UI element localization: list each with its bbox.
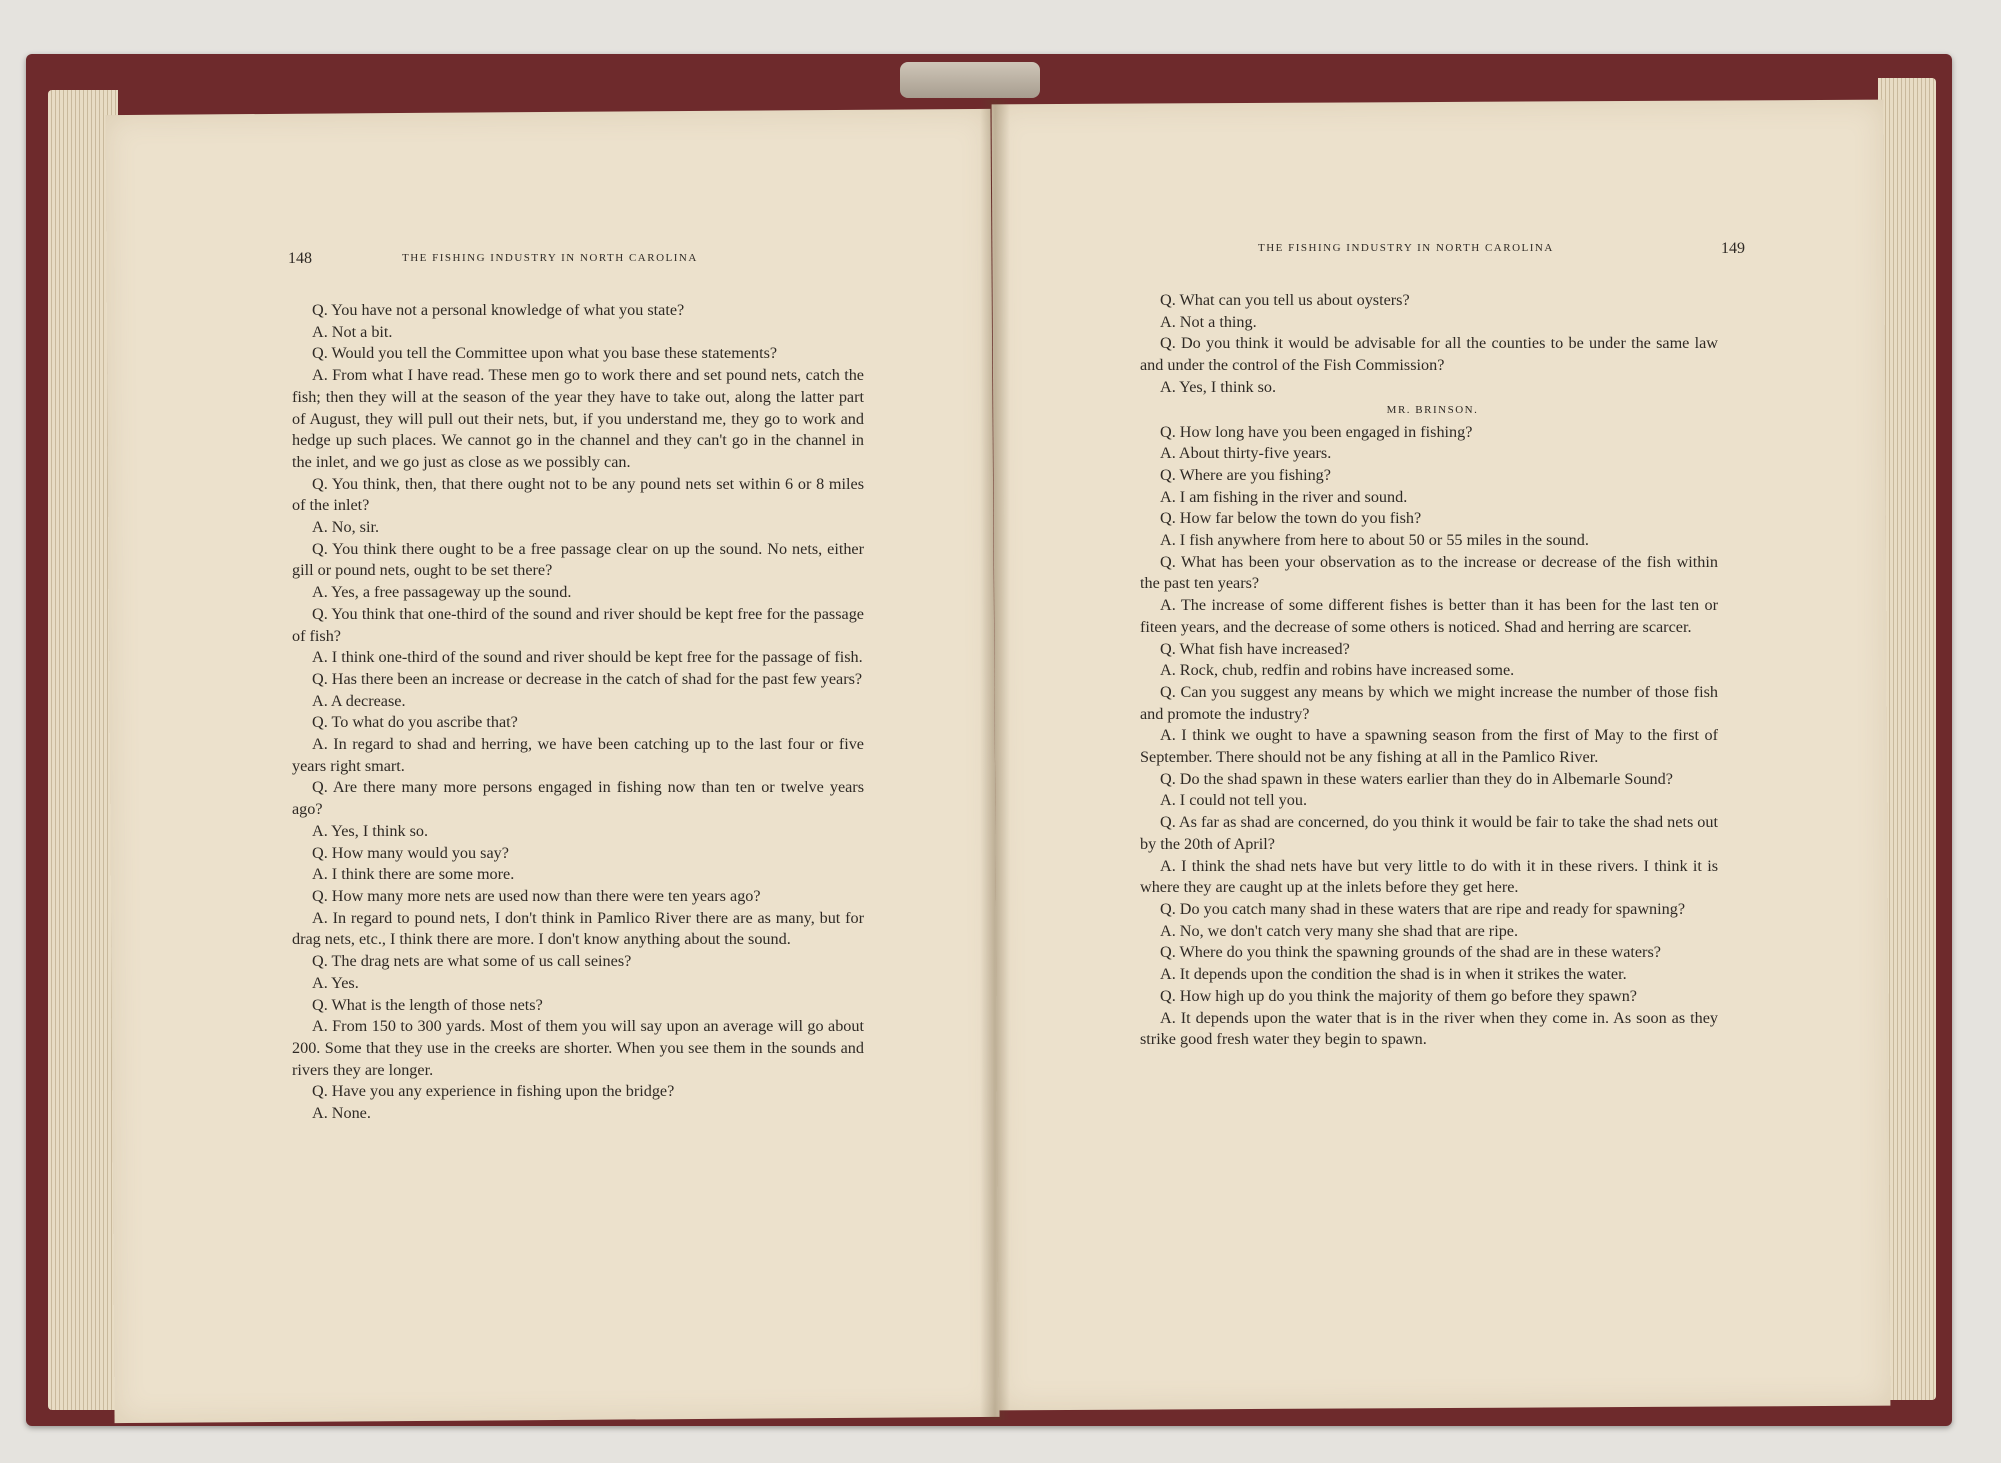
page-gutter: [980, 100, 1010, 1420]
qa-paragraph: A. It depends upon the condition the shad is in when it strikes the water.: [1160, 965, 1627, 984]
qa-paragraph: Q. How long have you been engaged in fishing?: [1160, 422, 1473, 441]
qa-paragraph: Q. Are there many more persons engaged in fishing now than ten or twelve years ago?: [292, 778, 864, 819]
qa-paragraph: Q. Would you tell the Committee upon what you base these statements?: [312, 344, 778, 363]
qa-paragraph: A. Yes.: [312, 973, 359, 992]
qa-paragraph: A. A decrease.: [312, 691, 406, 710]
qa-paragraph: A. No, sir.: [312, 518, 380, 537]
qa-paragraph: Q. How many more nets are used now than there were ten years ago?: [312, 886, 761, 905]
page-number: 148: [288, 250, 312, 267]
qa-paragraph: Q. You think, then, that there ought not to be any pound nets set within 6 or 8 miles of the inlet?: [292, 474, 864, 515]
running-head: THE FISHING INDUSTRY IN NORTH CAROLINA: [1258, 242, 1554, 254]
qa-paragraph: A. I think we ought to have a spawning season from the first of May to the first of September. There should not be any fishing at all in the Pamlico River.: [1140, 726, 1718, 767]
qa-paragraph: Q. How many would you say?: [312, 843, 509, 862]
book-spine: [900, 62, 1040, 98]
running-head: THE FISHING INDUSTRY IN NORTH CAROLINA: [402, 252, 698, 264]
qa-paragraph: A. I fish anywhere from here to about 50 or 55 miles in the sound.: [1160, 531, 1589, 550]
qa-paragraph: Q. Have you any experience in fishing upon the bridge?: [312, 1082, 675, 1101]
qa-paragraph: A. I could not tell you.: [1160, 791, 1308, 810]
qa-paragraph: A. Not a thing.: [1160, 312, 1257, 331]
qa-paragraph: Q. How high up do you think the majority of them go before they spawn?: [1160, 986, 1637, 1005]
speaker-heading: MR. BRINSON.: [1386, 403, 1479, 416]
qa-paragraph: Q. What is the length of those nets?: [312, 995, 543, 1014]
qa-paragraph: A. No, we don't catch very many she shad that are ripe.: [1160, 921, 1519, 940]
qa-paragraph: A. Yes, I think so.: [1160, 377, 1277, 396]
page-number: 149: [1721, 240, 1745, 257]
qa-paragraph: A. Yes, I think so.: [312, 821, 429, 840]
qa-paragraph: Q. As far as shad are concerned, do you think it would be fair to take the shad nets out by the 20th of April?: [1140, 813, 1718, 853]
qa-paragraph: Q. What can you tell us about oysters?: [1160, 291, 1410, 309]
left-page-text: [180, 246, 870, 1125]
qa-paragraph: A. I think there are some more.: [312, 865, 515, 884]
qa-paragraph: A. About thirty-five years.: [1160, 444, 1332, 463]
qa-paragraph: A. Not a bit.: [312, 322, 393, 341]
left-page-body: [180, 300, 870, 1125]
qa-paragraph: Q. Can you suggest any means by which we might increase the number of those fish and promote the industry?: [1140, 682, 1718, 723]
qa-paragraph: Q. How far below the town do you fish?: [1160, 509, 1422, 528]
qa-paragraph: Q. What fish have increased?: [1160, 639, 1350, 658]
qa-paragraph: A. Rock, chub, redfin and robins have increased some.: [1160, 661, 1515, 680]
qa-paragraph: A. In regard to shad and herring, we have been catching up to the last four or five years right smart.: [292, 735, 864, 775]
qa-paragraph: Q. Has there been an increase or decrease in the catch of shad for the past few years?: [312, 669, 863, 688]
qa-paragraph: Q. Where are you fishing?: [1160, 465, 1331, 484]
right-page-text: [1140, 236, 1745, 1051]
qa-paragraph: Q. Do you catch many shad in these waters that are ripe and ready for spawning?: [1160, 899, 1686, 918]
left-page-header: [180, 246, 870, 286]
qa-paragraph: Q. To what do you ascribe that?: [312, 713, 518, 732]
qa-paragraph: A. It depends upon the water that is in the river when they come in. As soon as they strike good fresh water they begin to spawn.: [1140, 1008, 1718, 1049]
qa-paragraph: A. I think one-third of the sound and river should be kept free for the passage of fish.: [312, 648, 863, 667]
qa-paragraph: A. The increase of some different fishes is better than it has been for the last ten or fiteen years, and the decrease of some others is noticed. Shad and herring are scarcer.: [1140, 596, 1718, 636]
qa-paragraph: A. None.: [312, 1104, 371, 1123]
qa-paragraph: Q. What has been your observation as to the increase or decrease of the fish within the past ten years?: [1140, 552, 1718, 593]
right-page-header: [1140, 236, 1745, 276]
qa-paragraph: A. I think the shad nets have but very little to do with it in these rivers. I think it is where they are caught up at the inlets before they get here.: [1140, 856, 1718, 897]
qa-paragraph: Q. Do the shad spawn in these waters earlier than they do in Albemarle Sound?: [1160, 769, 1673, 788]
qa-paragraph: Q. Do you think it would be advisable for all the counties to be under the same law and under the control of the Fish Commission?: [1140, 334, 1718, 375]
qa-paragraph: A. I am fishing in the river and sound.: [1160, 487, 1408, 506]
qa-paragraph: A. From 150 to 300 yards. Most of them you will say upon an average will go about 200. Some that they use in the creeks are shorter. When you see them in the sounds and rivers they are longer.: [292, 1017, 864, 1079]
right-page-body-after: [1140, 422, 1725, 1051]
qa-paragraph: A. From what I have read. These men go to work there and set pound nets, catch the fish; then they will at the season of the year they have to take out, along the latter part of August, they will pull out their nets, but, if you understand me, they go to work and hedge up such places. We cannot go in the channel and they can't go in the channel in the inlet, and we go just as close as we possibly can.: [292, 366, 864, 471]
qa-paragraph: Q. You think there ought to be a free passage clear on up the sound. No nets, either gill or pound nets, ought to be set there?: [292, 539, 864, 580]
qa-paragraph: A. Yes, a free passageway up the sound.: [312, 583, 572, 602]
qa-paragraph: Q. The drag nets are what some of us call seines?: [312, 952, 632, 971]
qa-paragraph: A. In regard to pound nets, I don't think in Pamlico River there are as many, but for drag nets, etc., I think there are more. I don't know anything about the sound.: [292, 908, 864, 949]
qa-paragraph: Q. You think that one-third of the sound and river should be kept free for the passage of fish?: [292, 604, 864, 645]
qa-paragraph: Q. You have not a personal knowledge of what you state?: [312, 301, 685, 319]
right-page-body-before: [1140, 290, 1725, 399]
qa-paragraph: Q. Where do you think the spawning grounds of the shad are in these waters?: [1160, 943, 1661, 962]
